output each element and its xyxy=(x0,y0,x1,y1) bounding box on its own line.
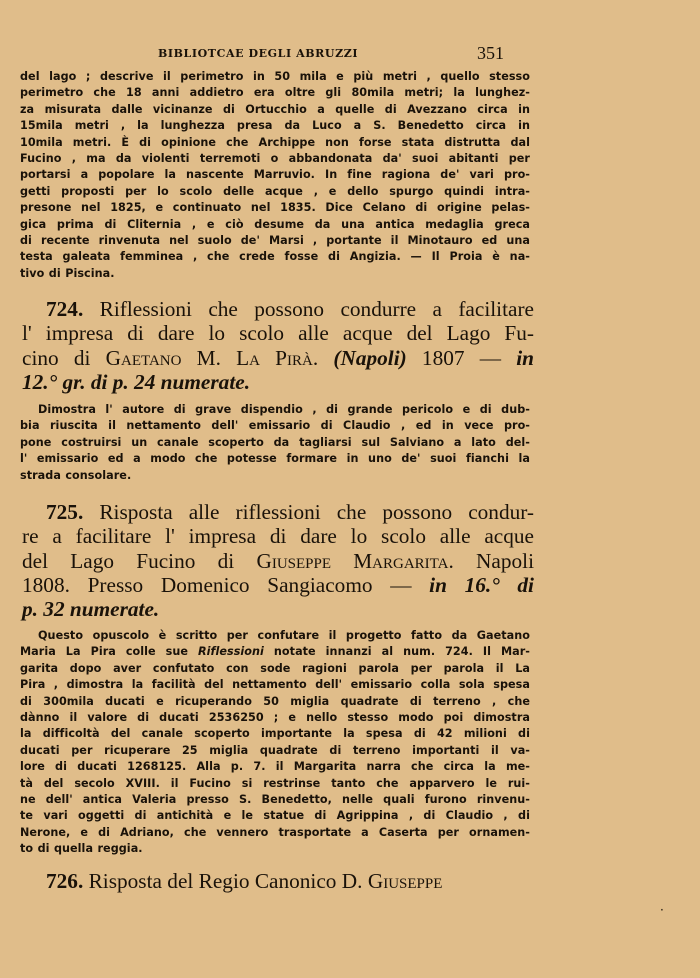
title-line xyxy=(22,524,534,548)
title-line xyxy=(22,500,534,524)
text-line: dànno il valore di ducati 2536250 ; e nello stesso modo poi dimostra xyxy=(20,710,530,724)
text-line: za misurata dalle vicinanze di Ortucchio a quelle di Avezzano circa in xyxy=(20,102,530,116)
title-text: Risposta alle riflessioni che possono condur- xyxy=(83,500,534,524)
italic-text: Riflessioni xyxy=(198,645,264,659)
italic-text: (Napoli) xyxy=(333,345,407,370)
text-line: garita dopo aver confutato con sode ragioni parola per parola il La xyxy=(20,661,530,675)
text-line: 10mila metri. È di opinione che Archippe non forse stata distrutta dal xyxy=(20,135,530,149)
title-text: Risposta del Regio Canonico D. xyxy=(83,869,368,893)
title-text: Riflessioni che possono condurre a facilitare xyxy=(83,297,534,321)
text-line: testa galeata femminea , che crede fosse di Angizia. — Il Proia è na- xyxy=(20,250,530,264)
italic-text: in 16.° di xyxy=(429,572,534,597)
title-text: . Napoli xyxy=(448,548,534,573)
text-line: bia riuscita il nettamento dell' emissario di Claudio , ed in vece pro- xyxy=(20,419,530,433)
text-line: ne dell' antica Valeria presso S. Benedetto, nelle quali furono rinvenu- xyxy=(20,792,530,806)
text-line: Questo opuscolo è scritto per confutare il progetto fatto da Gaetano xyxy=(38,629,530,642)
entry-number: 725. xyxy=(46,500,84,524)
entry-726-title xyxy=(22,869,534,893)
title-text: cino di xyxy=(22,345,106,370)
continuation-paragraph xyxy=(20,69,530,282)
text-line: Pira , dimostra la facilità del nettamento dell' emissario colla sola spesa xyxy=(20,678,530,692)
italic-text: in xyxy=(516,345,534,370)
entry-724-title xyxy=(22,297,534,394)
running-head xyxy=(150,43,530,63)
italic-text: 12.° gr. di p. 24 numerate. xyxy=(22,369,251,394)
title-text: 1807 — xyxy=(406,345,517,370)
italic-text: p. 32 numerate. xyxy=(22,597,160,622)
title-line xyxy=(22,597,534,621)
title-line xyxy=(22,370,534,394)
text-line: lore di ducati 1268125. Alla p. 7. il Margarita narra che circa la me- xyxy=(20,760,530,774)
text-line: gica prima di Cliternia , e ciò desume da una antica medaglia greca xyxy=(20,217,530,231)
text-line: tivo di Piscina. xyxy=(20,266,115,280)
title-line xyxy=(22,321,534,345)
title-text: . xyxy=(312,345,334,370)
title-line xyxy=(22,869,534,893)
text-line: perimetro che 18 anni addietro era oltre gli 80mila metri; la lunghez- xyxy=(20,86,530,100)
title-line xyxy=(22,297,534,321)
title-line xyxy=(22,346,534,370)
text-line: Fucino , ma da violenti terremoti o abbandonata da' suoi abitanti per xyxy=(20,151,530,165)
entry-725-title xyxy=(22,500,534,621)
page-number: 351 xyxy=(477,43,504,63)
author-name: Giuseppe Margarita xyxy=(256,548,449,573)
text-line: di recente rinvenuta nel suolo de' Marsi , portante il Minotauro ed una xyxy=(20,233,530,247)
entry-number: 724. xyxy=(46,297,84,321)
text-line: strada consolare. xyxy=(20,468,132,482)
text-line: 15mila metri , la lunghezza presa da Luco a S. Benedetto circa in xyxy=(20,119,530,133)
text-line: tà del secolo XVIII. il Fucino si restrinse tanto che apparvero le rui- xyxy=(20,776,530,790)
title-text: l' impresa di dare lo scolo alle acque del Lago Fu- xyxy=(22,321,534,346)
text-line: getti proposti per lo scolo delle acque , e dello spurgo quindi intra- xyxy=(20,184,530,198)
print-speck: · xyxy=(660,903,664,917)
text-line: del lago ; descrive il perimetro in 50 mila e più metri , quello stesso xyxy=(20,70,530,83)
text-line: pone costruirsi un canale scoperto da tagliarsi sul Salviano a lato del- xyxy=(20,435,530,449)
author-name: Gaetano xyxy=(105,345,182,370)
text-line: Maria La Pira colle sue Riflessioni notate innanzi al num. 724. Il Mar- xyxy=(20,645,530,659)
entry-724-note xyxy=(20,402,530,484)
text-line: di 300mila ducati e ricuperando 50 miglia quadrate di terreno , che xyxy=(20,694,530,708)
title-text: del Lago Fucino di xyxy=(22,548,257,573)
title-line xyxy=(22,549,534,573)
text-line: Dimostra l' autore di grave dispendio , di grande pericolo e di dub- xyxy=(38,403,530,416)
title-text: M. xyxy=(181,345,237,370)
title-text: 1808. Presso Domenico Sangiacomo — xyxy=(22,572,430,597)
running-title: BIBLIOTCAE DEGLI ABRUZZI xyxy=(158,47,359,60)
text-line: portarsi a popolare la nascente Marruvio. In fine ragiona de' vari pro- xyxy=(20,168,530,182)
text-line: l' emissario ed a modo che potesse formare in uno de' suoi fianchi la xyxy=(20,452,530,466)
title-line xyxy=(22,573,534,597)
text-line: presone nel 1825, e continuato nel 1835. Dice Celano di origine pelas- xyxy=(20,201,530,215)
entry-725-note xyxy=(20,628,530,857)
text-line: te vari oggetti di antichità e le statue di Agrippina , di Claudio , di xyxy=(20,809,530,823)
text-line: Nerone, e di Adriano, che vennero trasportate a Caserta per ornamen- xyxy=(20,825,530,839)
text-line: ducati per ricuperare 25 miglia quadrate di terreno importanti il va- xyxy=(20,743,530,757)
title-text: re a facilitare l' impresa di dare lo scolo alle acque xyxy=(22,524,534,549)
author-name: Giuseppe xyxy=(367,869,443,893)
entry-number: 726. xyxy=(46,869,84,893)
text-line: la difficoltà del canale scoperto importante la spesa di 42 milioni di xyxy=(20,727,530,741)
text-line: to di quella reggia. xyxy=(20,842,143,856)
author-name: La Pirà xyxy=(236,345,313,370)
